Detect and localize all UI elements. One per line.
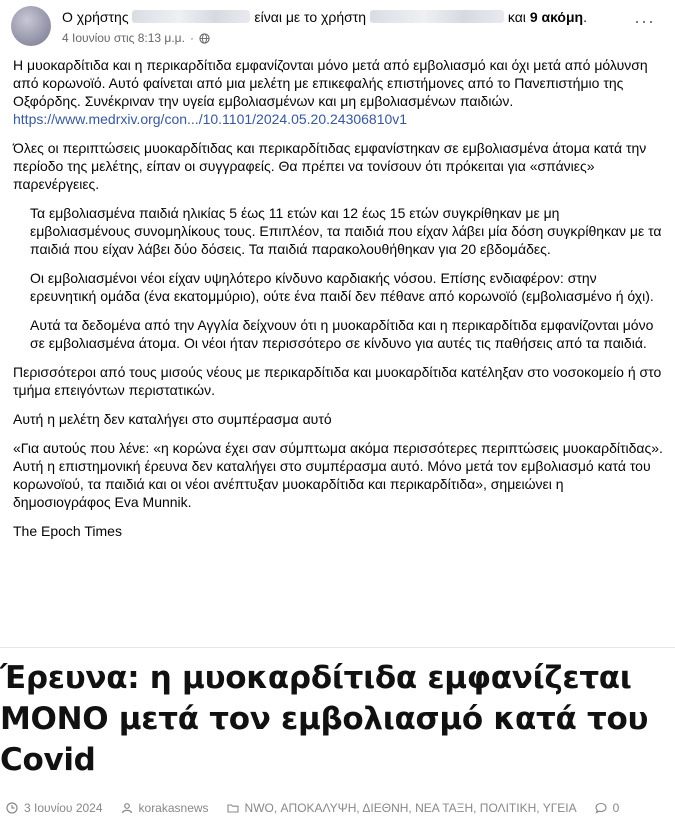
more-options-button[interactable]: ···: [634, 11, 655, 31]
clock-icon: [6, 802, 18, 814]
article-comments-count[interactable]: 0: [612, 801, 620, 815]
blurred-tagged-name[interactable]: [370, 10, 504, 23]
paragraph-8: «Για αυτούς που λένε: «η κορώνα έχει σαν σύμπτωμα ακόμα περισσότερες περιπτώσεις μυοκαρδίτιδας». Αυτή η επιστημονική έρευνα δεν καταλήγει στο συμπέρασμα αυτό. Μόνο μετά τον εμβολιασμό κατά του κορωνοϊού, τα παιδιά και οι νέοι ανέπτυξαν μυοκαρδίτιδα και περικαρδίτιδα», σημειώνει η δημοσιογράφος Eva Munnik.: [13, 440, 663, 510]
meta-separator: ·: [189, 31, 194, 45]
post-header: [62, 9, 587, 25]
article-screenshot: [0, 648, 675, 833]
post-body: [13, 56, 663, 551]
avatar[interactable]: [11, 6, 51, 46]
study-link[interactable]: https://www.medrxiv.org/con.../10.1101/2024.05.20.24306810v1: [13, 111, 408, 127]
post-meta: [62, 31, 210, 45]
header-mid: είναι με το χρήστη: [254, 9, 367, 25]
header-end: .: [583, 9, 587, 25]
header-and: και: [507, 9, 526, 25]
paragraph-6: Περισσότεροι από τους μισούς νέους με περικαρδίτιδα και μυοκαρδίτιδα κατέληξαν στο νοσοκομείο ή στο τμήμα επειγόντων περιστατικών.: [13, 364, 662, 398]
paragraph-7: Αυτή η μελέτη δεν καταλήγει στο συμπέρασμα αυτό: [13, 411, 332, 427]
header-prefix: Ο χρήστης: [62, 9, 129, 25]
article-date: 3 Ιουνίου 2024: [24, 801, 103, 815]
article-meta: [6, 801, 619, 815]
paragraph-2: Όλες οι περιπτώσεις μυοκαρδίτιδας και περικαρδίτιδας εμφανίστηκαν σε εμβολιασμένα άτομα κατά την περίοδο της μελέτης, είπαν οι συγγραφείς. Θα πρέπει να τονίσουν ότι πρόκειται για «σπάνιες» παρενέργειες.: [13, 140, 647, 192]
blurred-author-name[interactable]: [132, 10, 250, 23]
paragraph-intro: [13, 56, 663, 128]
paragraph-3: Τα εμβολιασμένα παιδιά ηλικίας 5 έως 11 ετών και 12 έως 15 ετών συγκρίθηκαν με μη εμβολιασμένους συνομηλίκους τους. Επιπλέον, τα παιδιά που είχαν λάβει μία δόση συγκρίθηκαν με τα παιδιά που είχαν λάβει δύο δόσεις. Τα παιδιά παρακολουθήθηκαν για 20 εβδομάδες.: [30, 205, 662, 257]
article-author[interactable]: korakasnews: [138, 801, 209, 815]
paragraph-5: Αυτά τα δεδομένα από την Αγγλία δείχνουν ότι η μυοκαρδίτιδα και η περικαρδίτιδα εμφανίζονται μόνο σε εμβολιασμένα άτομα. Οι νέοι ήταν περισσότερο σε κίνδυνο για αυτές τις παθήσεις από τα παιδιά.: [30, 317, 654, 351]
globe-icon[interactable]: [199, 33, 210, 44]
paragraph-source: The Epoch Times: [13, 523, 122, 539]
paragraph-4: Οι εμβολιασμένοι νέοι είχαν υψηλότερο κίνδυνο καρδιακής νόσου. Επίσης ενδιαφέρον: στην ερευνητική ομάδα (ένα εκατομμύριο), ούτε ένα παιδί δεν πέθανε από κορωνοϊό (εμβολιασμένο ή όχι).: [30, 270, 654, 304]
article-headline[interactable]: Έρευνα: η μυοκαρδίτιδα εμφανίζεται ΜΟΝΟ μετά τον εμβολιασμό κατά του Covid: [0, 660, 649, 778]
article-categories[interactable]: NWO, ΑΠΟΚΑΛΥΨΗ, ΔΙΕΘΝΗ, ΝΕΑ ΤΑΞΗ, ΠΟΛΙΤΙΚΗ, ΥΓΕΙΑ: [244, 801, 577, 815]
comment-icon: [595, 802, 607, 814]
paragraph-intro-text: Η μυοκαρδίτιδα και η περικαρδίτιδα εμφανίζονται μόνο μετά από εμβολιασμό και όχι μετά από μόλυνση από κορωνοϊό. Αυτό φαίνεται από μια μελέτη με επικεφαλής επιστήμονες από το Πανεπιστήμιο της Οξφόρδης. Συνέκριναν την υγεία εμβολιασμένων και μη εμβολιασμένων παιδιών.: [13, 57, 648, 109]
folder-icon: [227, 802, 239, 814]
post-timestamp[interactable]: 4 Ιουνίου στις 8:13 μ.μ.: [62, 31, 185, 45]
user-icon: [121, 802, 133, 814]
tagged-others-link[interactable]: 9 ακόμη: [529, 9, 584, 25]
